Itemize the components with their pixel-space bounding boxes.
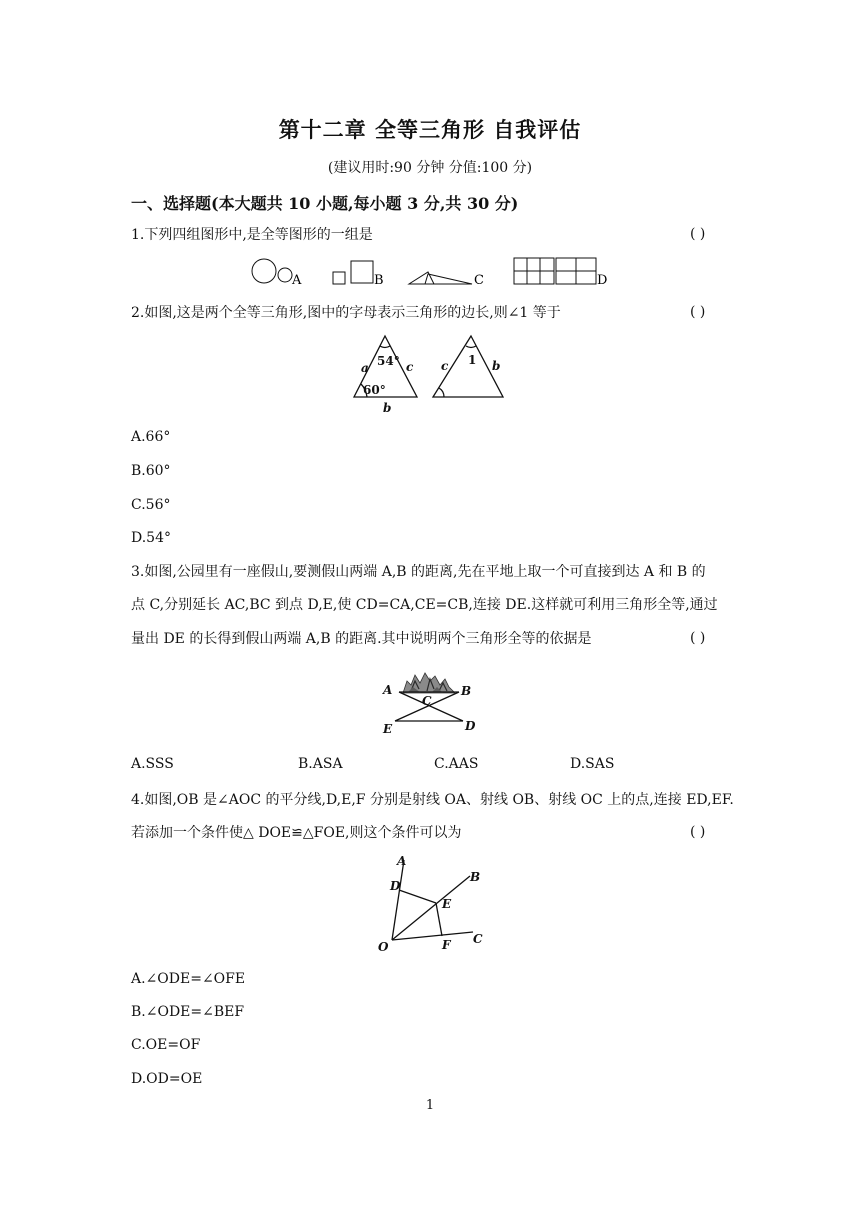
page-subtitle: (建议用时:90 分钟 分值:100 分) (327, 160, 533, 176)
q4-ray-oa (392, 860, 404, 940)
q4-option-c: C.OE=OF (131, 1037, 201, 1053)
question-1-text: 1.下列四组图形中,是全等图形的一组是 (131, 227, 373, 243)
rockery-image (403, 673, 455, 693)
q2-option-b: B.60° (131, 463, 171, 479)
q1-grid-right (556, 258, 596, 284)
page-number: 1 (425, 1098, 435, 1113)
q4-option-d: D.OD=OE (131, 1071, 203, 1087)
q3-point-d: D (465, 719, 476, 733)
q1-small-square (333, 272, 345, 284)
q2-angle-1: 1 (468, 353, 477, 367)
question-4-figure (370, 850, 495, 955)
answer-blank-2: ( ) (690, 304, 706, 320)
q3-option-d: D.SAS (570, 756, 615, 772)
q3-option-c: C.AAS (434, 756, 479, 772)
q1-label-c: C (474, 273, 484, 288)
q4-option-b: B.∠ODE=∠BEF (131, 1004, 245, 1020)
q4-point-f: F (442, 938, 451, 952)
q3-point-b: B (461, 684, 472, 698)
page-title: 第十二章 全等三角形 自我评估 (278, 117, 582, 142)
question-4-line-2: 若添加一个条件使△ DOE≌△FOE,则这个条件可以为 (131, 825, 462, 841)
q1-label-b: B (374, 273, 384, 288)
q3-point-e: E (383, 722, 393, 736)
q2-side-b-right: b (492, 359, 501, 373)
question-3-figure (377, 667, 487, 739)
q4-point-o: O (378, 940, 389, 954)
q2-side-c-left: c (406, 360, 414, 374)
answer-blank-1: ( ) (690, 226, 706, 242)
q2-side-c-right: c (441, 359, 449, 373)
question-2-figure (345, 334, 515, 416)
q4-segment-de (399, 890, 436, 903)
q4-option-a: A.∠ODE=∠OFE (131, 971, 246, 987)
q2-angle-54: 54° (377, 354, 400, 368)
q1-big-circle (252, 259, 276, 283)
q1-label-a: A (292, 273, 302, 288)
q1-small-circle (278, 268, 292, 282)
q3-point-c: C (422, 694, 432, 708)
q4-point-b: B (470, 870, 481, 884)
q2-option-d: D.54° (131, 530, 171, 546)
q2-side-b-left: b (383, 401, 392, 415)
q1-grid-left (514, 258, 554, 284)
q2-option-c: C.56° (131, 497, 171, 513)
question-1-figure (240, 254, 620, 288)
q4-point-a: A (397, 854, 407, 868)
answer-blank-4: ( ) (690, 824, 706, 840)
q2-arc-top-right (466, 346, 476, 348)
answer-blank-3: ( ) (690, 630, 706, 646)
q2-angle-60: 60° (363, 383, 386, 397)
question-3-line-2: 点 C,分别延长 AC,BC 到点 D,E,使 CD=CA,CE=CB,连接 DE.这样就可利用三角形全等,通过 (131, 597, 718, 613)
q4-ray-oc (392, 932, 473, 940)
q1-small-triangle (409, 272, 434, 284)
q2-side-a: a (361, 361, 369, 375)
q4-point-e: E (442, 897, 452, 911)
question-3-line-1: 3.如图,公园里有一座假山,要测假山两端 A,B 的距离,先在平地上取一个可直接到达 A 和 B 的 (131, 564, 706, 580)
q3-point-a: A (383, 683, 393, 697)
q2-arc-right-bottom (439, 388, 444, 397)
question-4-line-1: 4.如图,OB 是∠AOC 的平分线,D,E,F 分别是射线 OA、射线 OB、射线 OC 上的点,连接 ED,EF. (131, 792, 734, 808)
q2-option-a: A.66° (131, 429, 171, 445)
q1-big-square (351, 261, 373, 283)
q4-ray-ob (392, 876, 470, 940)
q2-arc-top-left (380, 346, 390, 348)
q3-option-b: B.ASA (298, 756, 343, 772)
question-3-line-3: 量出 DE 的长得到假山两端 A,B 的距离.其中说明两个三角形全等的依据是 (131, 631, 592, 647)
section-heading: 一、选择题(本大题共 10 小题,每小题 3 分,共 30 分) (131, 194, 519, 213)
q4-point-c: C (473, 932, 483, 946)
q1-label-d: D (597, 273, 608, 288)
q4-point-d: D (390, 879, 401, 893)
question-2-text: 2.如图,这是两个全等三角形,图中的字母表示三角形的边长,则∠1 等于 (131, 305, 561, 321)
q3-option-a: A.SSS (131, 756, 174, 772)
